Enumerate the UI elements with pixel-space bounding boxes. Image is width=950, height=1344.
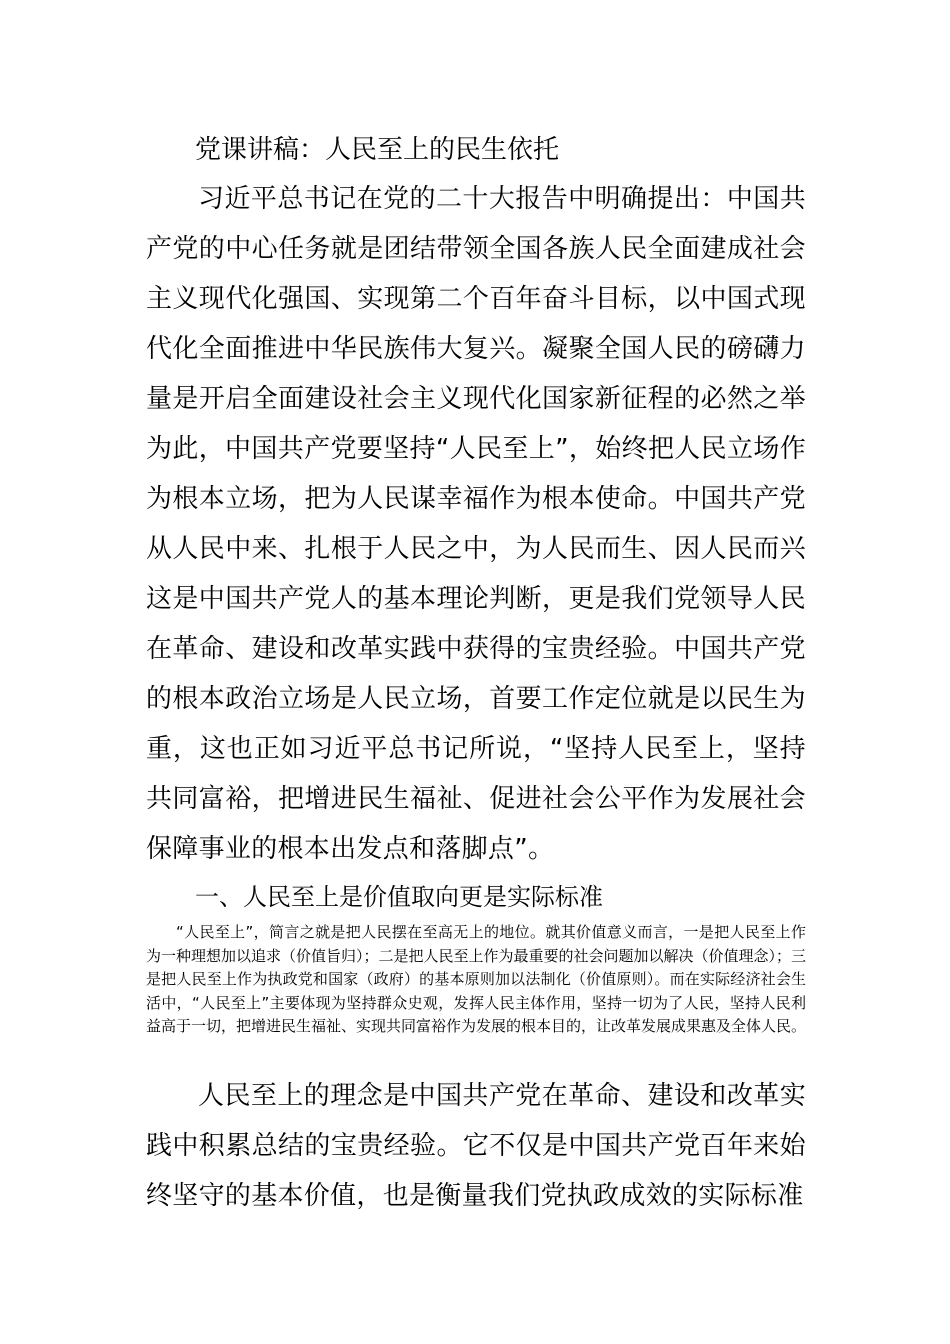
body-paragraph: 人民至上的理念是中国共产党在革命、建设和改革实践中积累总结的宝贵经验。它不仅是中国共产党百年来始终坚守的基本价值，也是衡量我们党执政成效的实际标准 [146, 1081, 806, 1211]
section-heading: 一、人民至上是价值取向更是实际标准 [195, 883, 603, 911]
small-print-paragraph: “人民至上”，简言之就是把人民摆在至高无上的地位。就其价值意义而言，一是把人民至上作为一种理想加以追求（价值旨归）；二是把人民至上作为最重要的社会问题加以解决（价值理念）；三是把人民至上作为执政党和国家（政府）的基本原则加以法制化（价值原则）。而在实际经济社会生活中，“人民至上”主要体现为坚持群众史观，发挥人民主体作用，坚持一切为了人民，坚持人民利益高于一切，把增进民生福祉、实现共同富裕作为发展的根本目的，让改革发展成果惠及全体人民。 [146, 923, 807, 1035]
document-title: 党课讲稿：人民至上的民生依托 [195, 135, 560, 165]
body-paragraph: 习近平总书记在党的二十大报告中明确提出：中国共产党的中心任务就是团结带领全国各族人民全面建成社会主义现代化强国、实现第二个百年奋斗目标，以中国式现代化全面推进中华民族伟大复兴。凝聚全国人民的磅礴力量是开启全面建设社会主义现代化国家新征程的必然之举为此，中国共产党要坚持“人民至上”，始终把人民立场作为根本立场，把为人民谋幸福作为根本使命。中国共产党从人民中来、扎根于人民之中，为人民而生、因人民而兴这是中国共产党人的基本理论判断，更是我们党领导人民在革命、建设和改革实践中获得的宝贵经验。中国共产党的根本政治立场是人民立场，首要工作定位就是以民生为重，这也正如习近平总书记所说，“坚持人民至上，坚持共同富裕，把增进民生福祉、促进社会公平作为发展社会保障事业的根本出发点和落脚点”。 [146, 184, 806, 864]
